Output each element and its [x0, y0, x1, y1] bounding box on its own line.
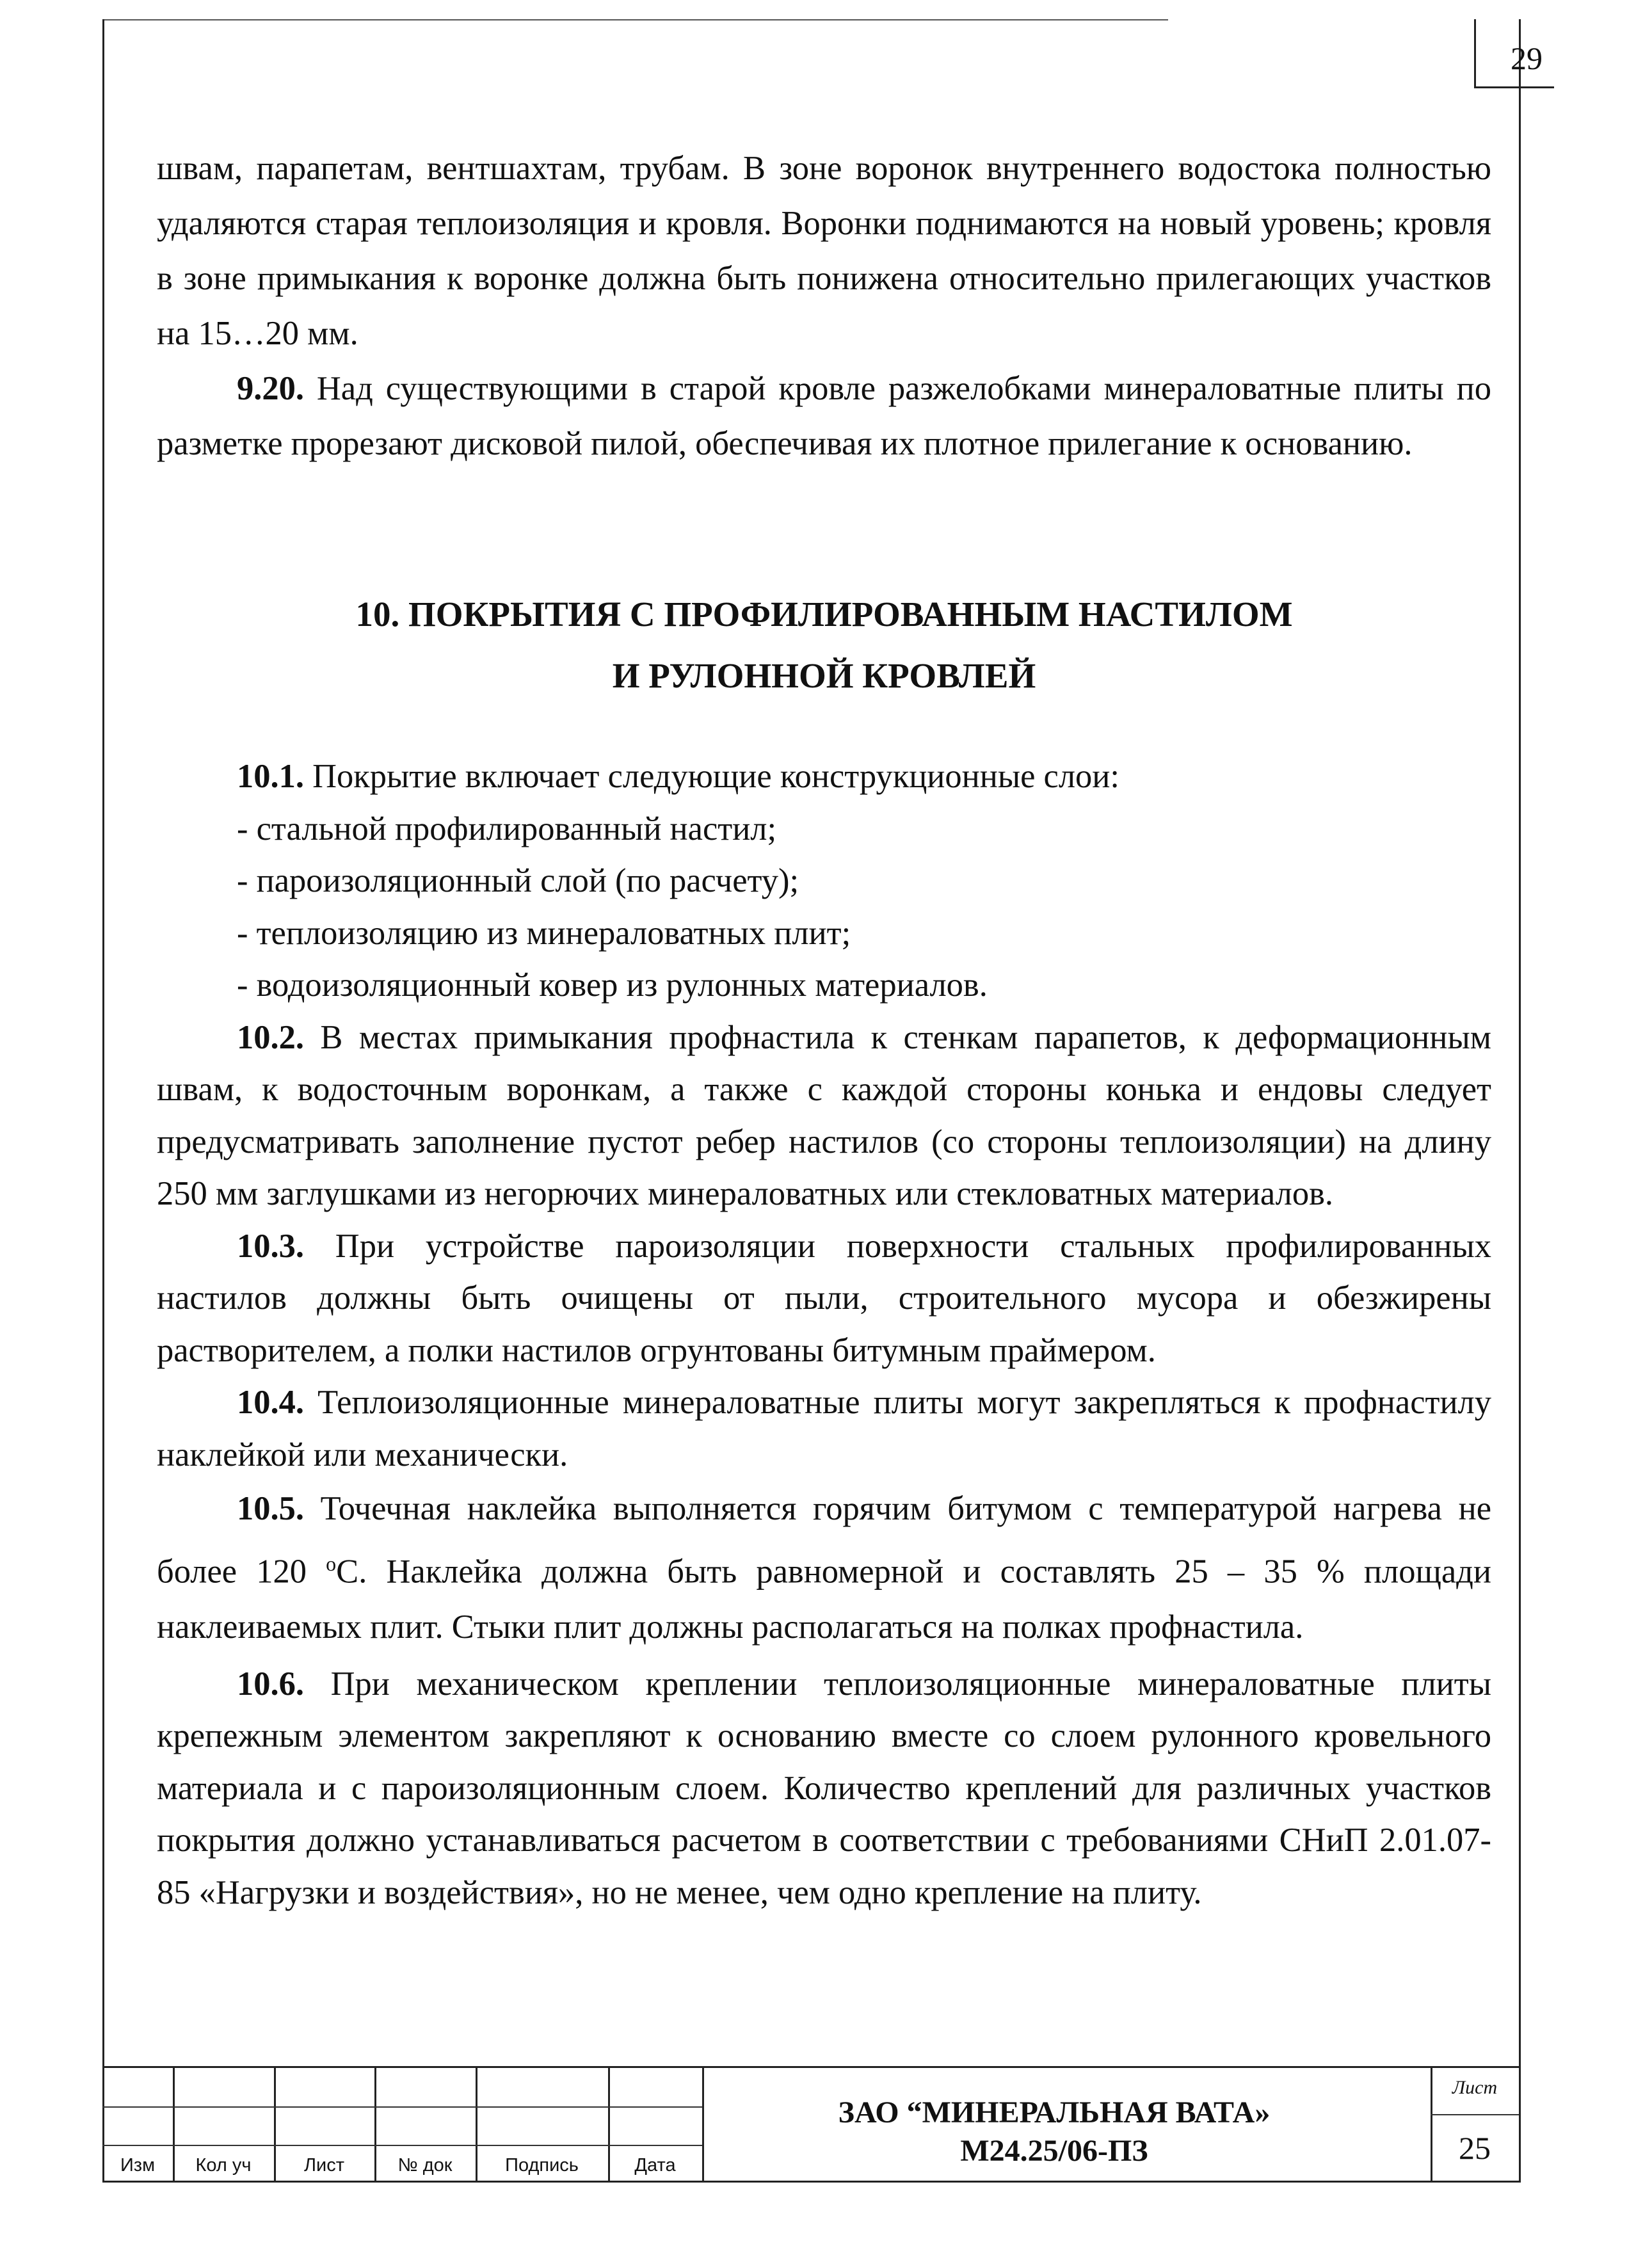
paragraph-number: 10.6.: [237, 1665, 304, 1703]
sheet-number: 25: [1459, 2130, 1491, 2166]
list-item: - пароизоляционный слой (по расчету);: [237, 862, 799, 899]
section-heading-line-1: 10. ПОКРЫТИЯ С ПРОФИЛИРОВАННЫМ НАСТИЛОМ: [355, 595, 1293, 634]
organization-title: [702, 2094, 1406, 2170]
degree-sign: o: [326, 1552, 337, 1575]
page-number: 29: [1511, 40, 1543, 76]
section-heading: [157, 584, 1491, 707]
page-number-box: [1474, 19, 1554, 88]
paragraph-10-4: 10.4. Теплоизоляционные минераловатные плиты могут закрепляться к профнастилу наклейкой или механически.: [157, 1384, 1491, 1473]
paragraph-10-3: 10.3. При устройстве пароизоляции поверхности стальных профилированных настилов должны быть очищены от пыли, строительного мусора и обезжирены растворителем, а полки настилов огрунтованы битумным праймером.: [157, 1227, 1491, 1369]
paragraph-9-20: 9.20. Над существующими в старой кровле разжелобками минераловатные плиты по разметке прорезают дисковой пилой, обеспечивая их плотное прилегание к основанию.: [157, 370, 1491, 462]
intro-paragraph: швам, парапетам, вентшахтам, трубам. В зоне воронок внутреннего водостока полностью удаляются старая теплоизоляция и кровля. Воронки поднимаются на новый уровень; кровля в зоне примыкания к воронке должна быть понижена относительно прилегающих участков на 15…20 мм.: [157, 150, 1491, 352]
list-item: - водоизоляционный ковер из рулонных материалов.: [237, 966, 988, 1004]
col-izm-label: Изм: [120, 2155, 156, 2176]
sheet-label: Лист: [1452, 2077, 1498, 2098]
paragraph-10-5: 10.5. Точечная наклейка выполняется горячим битумом с температурой нагрева не более 120 $^o$С. Наклейка должна быть равномерной и составлять 25 – 35 % площади наклеиваемых плит. Стыки плит должны располагаться на полках профнастила.: [157, 1490, 1491, 1646]
paragraph-10-6: 10.6. При механическом креплении теплоизоляционные минераловатные плиты крепежным элементом закрепляют к основанию вместе со слоем рулонного кровельного материала и с пароизоляционным слоем. Количество креплений для различных участков покрытия должно устанавливаться расчетом в соответствии с требованиями СНиП 2.01.07-85 «Нагрузки и воздействия», но не менее, чем одно крепление на плиту.: [157, 1665, 1491, 1911]
list-item: - стальной профилированный настил;: [237, 810, 777, 847]
document-code: М24.25/06-ПЗ: [960, 2134, 1148, 2168]
section-heading-line-2: И РУЛОННОЙ КРОВЛЕЙ: [612, 656, 1036, 695]
paragraph-number: 10.1.: [237, 758, 304, 795]
col-date-label: Дата: [634, 2155, 676, 2176]
col-kol-label: Кол уч: [195, 2155, 252, 2176]
title-block: [102, 2066, 1519, 2183]
paragraph-10-2: 10.2. В местах примыкания профнастила к стенкам парапетов, к деформационным швам, к водосточным воронкам, а также с каждой стороны конька и ендовы следует предусматривать заполнение пустот ребер настилов (со стороны теплоизоляции) на длину 250 мм заглушками из негорючих минераловатных или стекловатных материалов.: [157, 1018, 1491, 1212]
title-block-row-line: [102, 2106, 702, 2108]
paragraph-10-1: 10.1. Покрытие включает следующие конструкционные слои:: [237, 758, 1119, 795]
text-block-main: [157, 751, 1491, 1919]
organization-name: ЗАО “МИНЕРАЛЬНАЯ ВАТА»: [838, 2096, 1271, 2129]
title-block-row-line: [102, 2145, 702, 2146]
paragraph-number: 10.4.: [237, 1384, 304, 1421]
paragraph-number: 9.20.: [237, 370, 304, 407]
paragraph-number: 10.3.: [237, 1227, 304, 1265]
list-item: - теплоизоляцию из минераловатных плит;: [237, 914, 851, 952]
paragraph-number: 10.5.: [237, 1490, 304, 1527]
col-sign-label: Подпись: [505, 2155, 579, 2176]
paragraph-number: 10.2.: [237, 1018, 304, 1056]
text-block-top: [157, 141, 1491, 471]
col-list-label: Лист: [303, 2155, 344, 2176]
title-block-row-line: [1431, 2114, 1519, 2115]
col-doc-label: № док: [397, 2155, 453, 2176]
